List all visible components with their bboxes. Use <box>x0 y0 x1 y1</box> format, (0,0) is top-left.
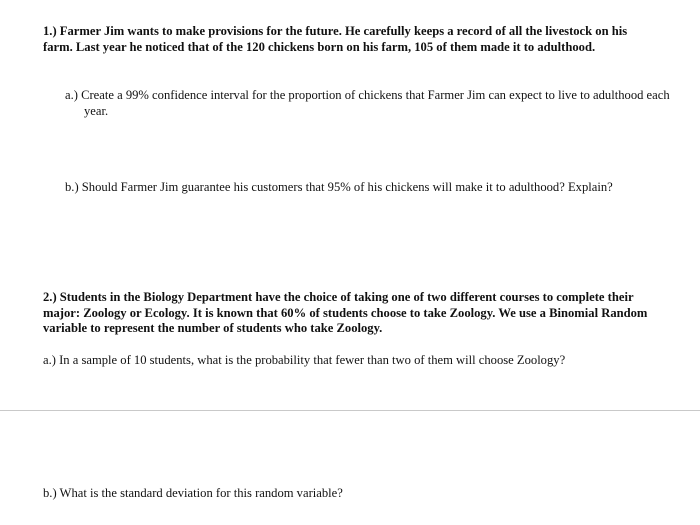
page-divider <box>0 410 700 411</box>
question-1-stem: 1.) Farmer Jim wants to make provisions for the future. He carefully keeps a record of all the livestock on his farm. Last year he noticed that of the 120 chickens born on his farm, 105 of them made it to adulthood. <box>43 24 628 54</box>
question-2-part-b: b.) What is the standard deviation for this random variable? <box>43 486 343 500</box>
question-1-part-a: a.) Create a 99% confidence interval for the proportion of chickens that Farmer Jim can expect to live to adulthood each year. <box>65 88 670 118</box>
question-2-part-a: a.) In a sample of 10 students, what is the probability that fewer than two of them will choose Zoology? <box>43 353 566 367</box>
question-2-stem: 2.) Students in the Biology Department have the choice of taking one of two different courses to complete their major: Zoology or Ecology. It is known that 60% of students choose to take Zoology. We use a Binomial Random variable to represent the number of students who take Zoology. <box>43 290 648 335</box>
question-1-part-b: b.) Should Farmer Jim guarantee his customers that 95% of his chickens will make it to adulthood? Explain? <box>65 180 613 194</box>
